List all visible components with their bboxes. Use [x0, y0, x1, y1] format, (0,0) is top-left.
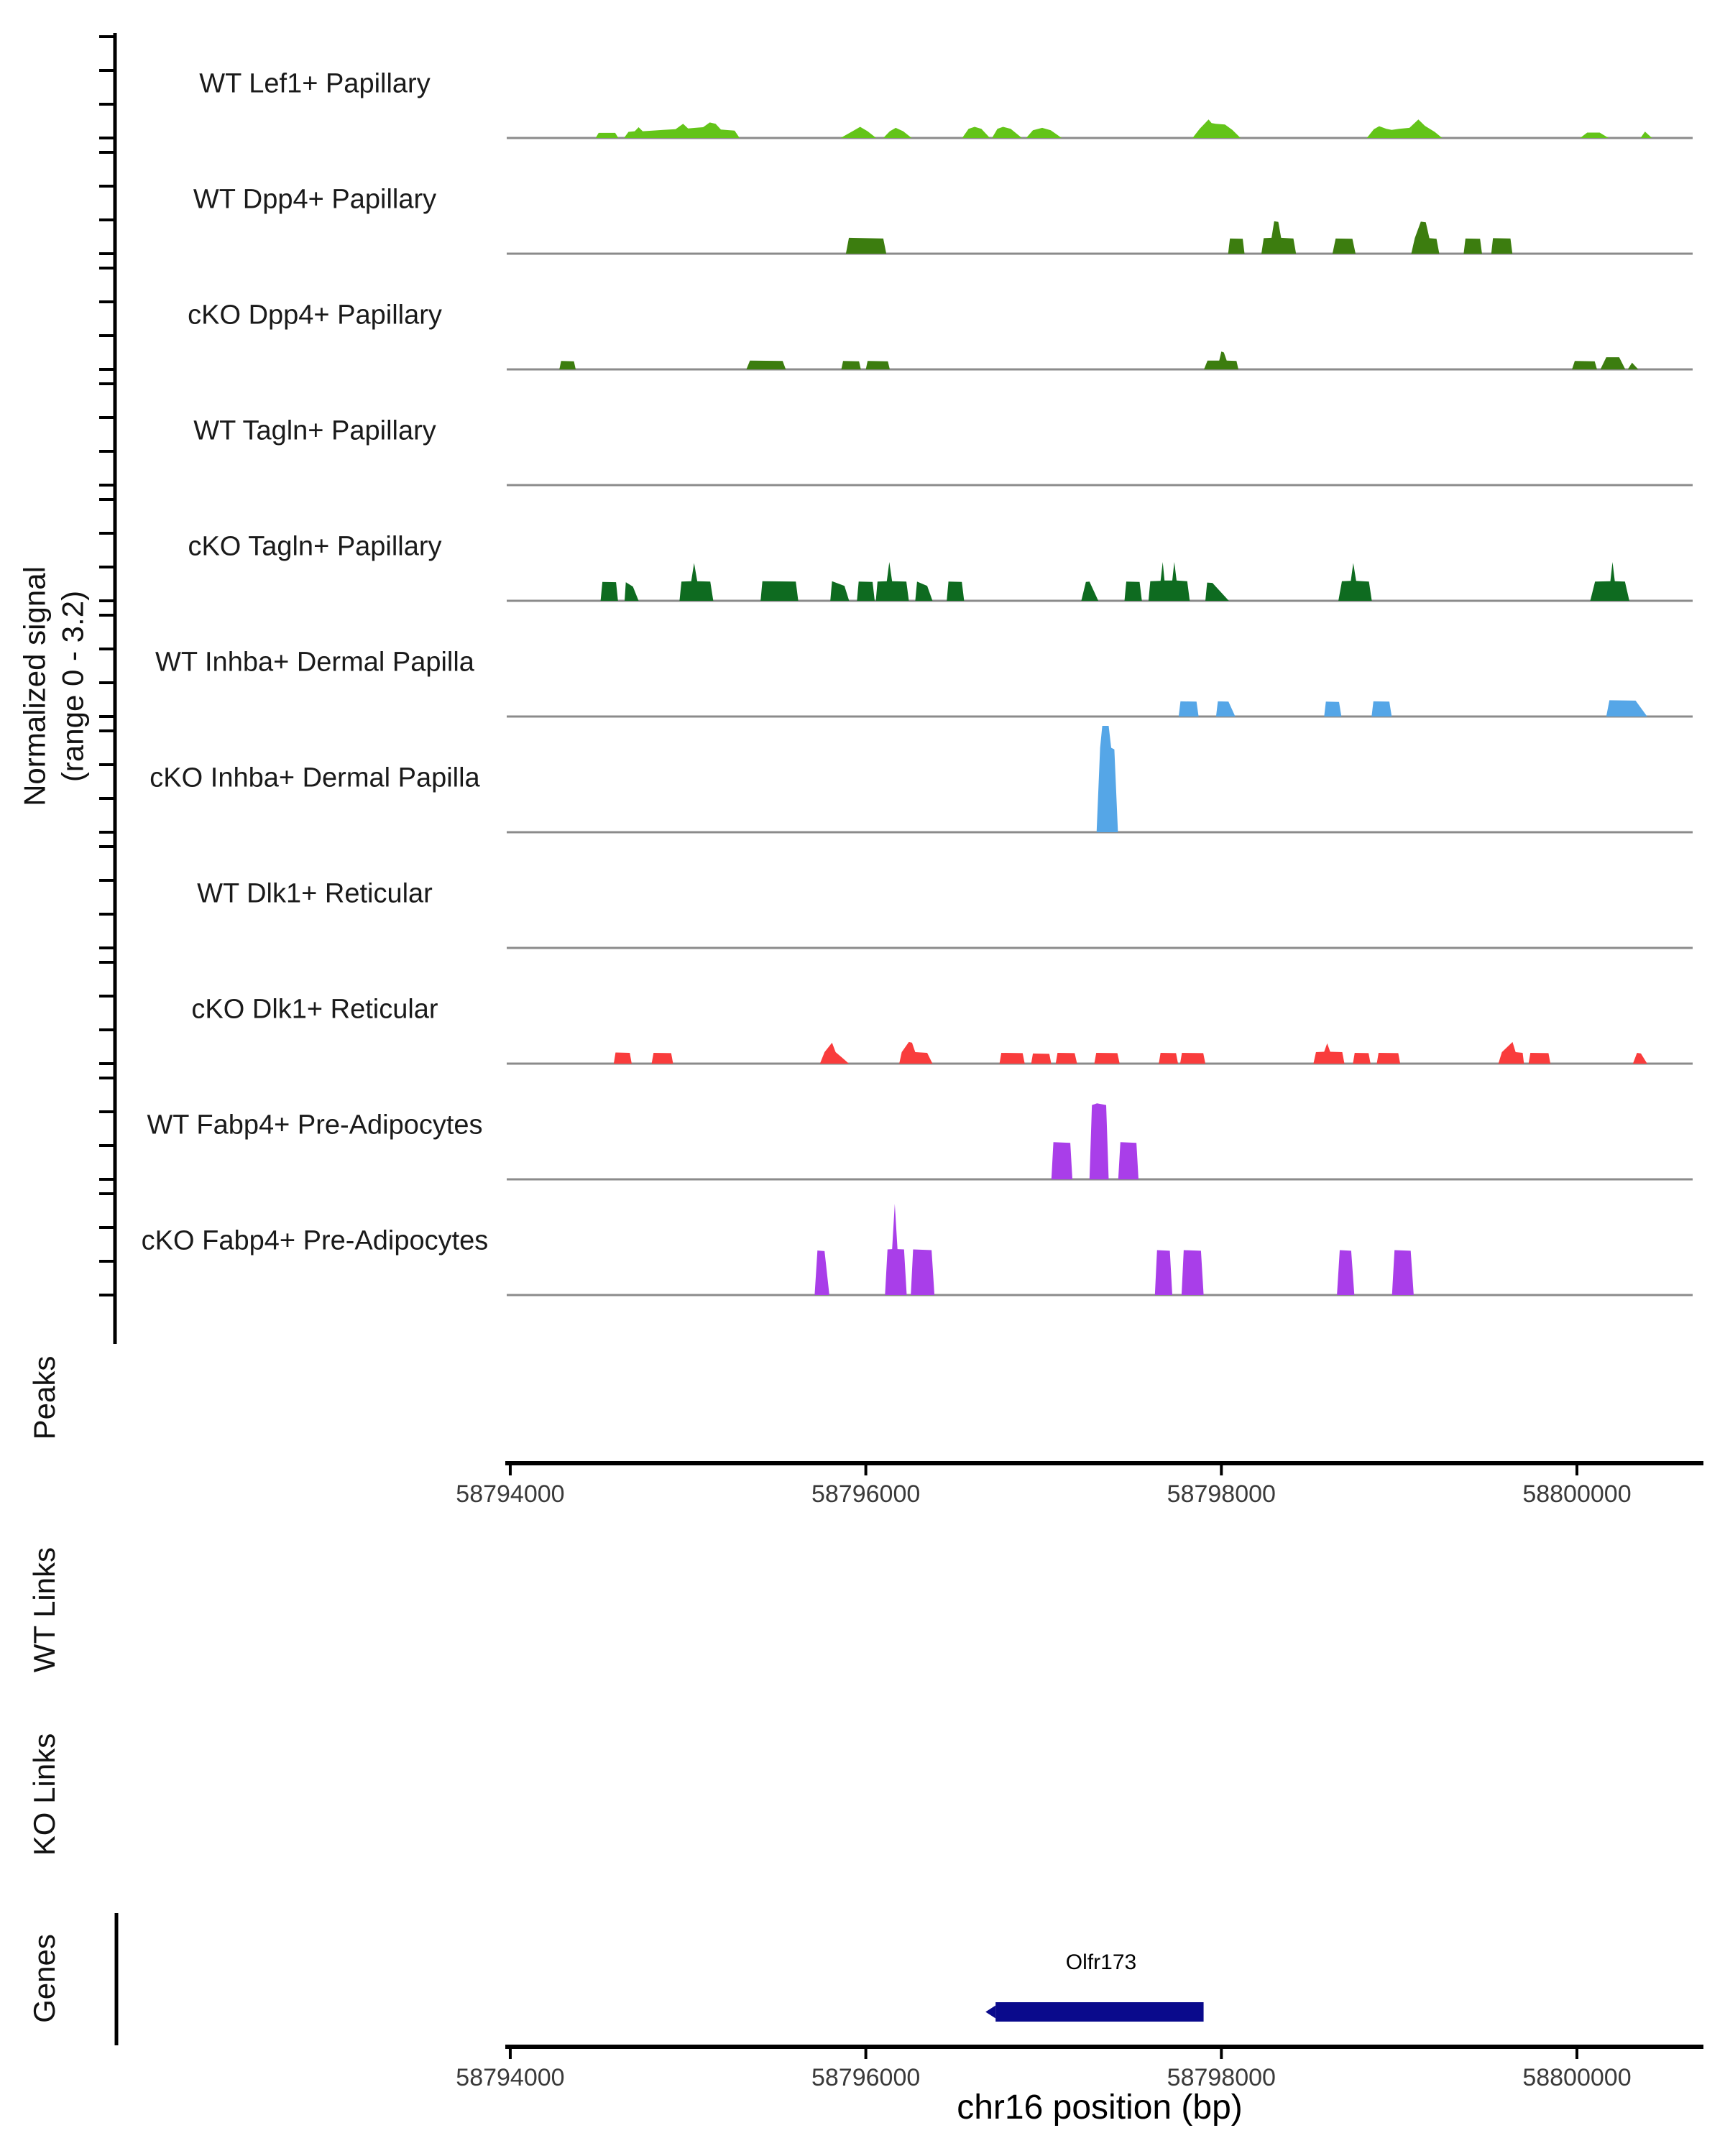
track-label: WT Lef1+ Papillary [199, 68, 431, 99]
section-label-ko-links: KO Links [27, 1733, 61, 1856]
track-label: WT Tagln+ Papillary [193, 415, 436, 446]
genes-axis-tick-label: 58798000 [1167, 2064, 1276, 2091]
signal-area [1052, 1103, 1138, 1179]
signal-area [614, 1042, 1647, 1064]
signal-area [596, 119, 1652, 138]
gene-strand-arrow [985, 2006, 995, 2019]
track-label: WT Dpp4+ Papillary [193, 184, 437, 215]
signal-area [601, 562, 1629, 601]
y-axis-label [17, 566, 92, 806]
peaks-axis-tick-label: 58796000 [811, 1480, 921, 1508]
peaks-axis-tick-label: 58798000 [1167, 1480, 1276, 1508]
track-label: WT Inhba+ Dermal Papilla [155, 647, 474, 678]
track-label: cKO Fabp4+ Pre-Adipocytes [141, 1225, 489, 1256]
track-label: WT Dlk1+ Reticular [197, 878, 433, 909]
track-label: cKO Tagln+ Papillary [188, 531, 442, 562]
section-label-wt-links: WT Links [27, 1547, 61, 1673]
signal-area [559, 351, 1638, 369]
genes-axis-tick-label: 58796000 [811, 2064, 921, 2091]
track-label: cKO Dlk1+ Reticular [191, 994, 438, 1025]
peaks-axis-tick-label: 58800000 [1522, 1480, 1632, 1508]
genes-axis-tick-label: 58800000 [1522, 2064, 1632, 2091]
gene-name-label: Olfr173 [1065, 1950, 1137, 1974]
signal-area [1179, 700, 1647, 717]
section-label-peaks: Peaks [27, 1355, 61, 1440]
signal-area [846, 221, 1512, 254]
section-label-genes: Genes [27, 1934, 61, 2023]
gene-body [995, 2002, 1203, 2022]
signal-area [1097, 726, 1118, 832]
peaks-axis-tick-label: 58794000 [456, 1480, 565, 1508]
x-axis-title: chr16 position (bp) [957, 2088, 1243, 2127]
track-label: cKO Dpp4+ Papillary [188, 300, 442, 331]
track-label: cKO Inhba+ Dermal Papilla [150, 763, 480, 793]
track-label: WT Fabp4+ Pre-Adipocytes [147, 1110, 483, 1141]
signal-area [814, 1204, 1414, 1295]
y-axis-label-line2: (range 0 - 3.2) [55, 590, 89, 783]
genes-axis-tick-label: 58794000 [456, 2064, 565, 2091]
y-axis-label-line1: Normalized signal [17, 566, 52, 806]
